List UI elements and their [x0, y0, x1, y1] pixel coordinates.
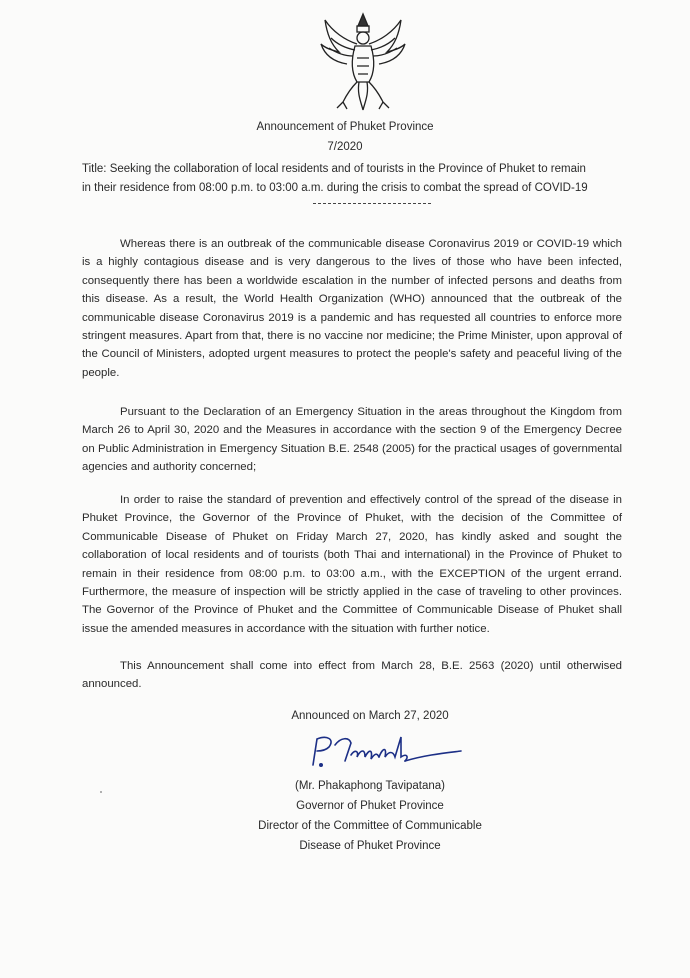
signatory-position-3: Disease of Phuket Province [299, 840, 441, 852]
signatory-name: (Mr. Phakaphong Tavipatana) [294, 780, 446, 792]
signatory-position-2: Director of the Committee of Communicable [258, 820, 482, 832]
announcement-title [82, 160, 642, 198]
announcement-number: 7/2020 [327, 141, 363, 153]
signature-icon [305, 727, 465, 773]
paragraph-in-order: In order to raise the standard of prevention and effectively control of the spread of the disease in Phuket Province, the Governor of the Province of Phuket, with the decision of the Committee of Communicable Disease of Phuket on Friday March 27, 2020, has kindly asked and sought the collaboration of local residents and of tourists (both Thai and international) in the Province of Phuket to remain in their residence from 08:00 p.m. to 03:00 a.m., with the EXCEPTION of the urgent errand. Furthermore, the measure of inspection will be strictly applied in the case of traveling to other provinces. The Governor of the Province of Phuket and the Committee of Communicable Disease of Phuket shall issue the amended measures in accordance with the situation with further notice. [82, 494, 622, 635]
announcement-heading: Announcement of Phuket Province [256, 121, 434, 133]
separator-rule [313, 203, 431, 204]
speck [100, 791, 102, 793]
paragraph-whereas: Whereas there is an outbreak of the communicable disease Coronavirus 2019 or COVID-19 which is a highly contagious disease and is very dangerous to the lives of those who have been infected, consequently there has been a worldwide escalation in the number of infected persons and deaths from this disease. As a result, the World Health Organization (WHO) announced that the outbreak of the communicable disease Coronavirus 2019 is a pandemic and has requested all countries to enforce more stringent measures. Apart from that, there is no vaccine nor medicine; the Prime Minister, upon approval of the Council of Ministers, adopted urgent measures to protect the people's safety and peaceful living of the people. [82, 238, 622, 379]
garuda-emblem-icon [317, 10, 409, 112]
announced-date: Announced on March 27, 2020 [291, 710, 449, 722]
title-line-1: Title: Seeking the collaboration of local residents and of tourists in the Province of Phuket to remain [82, 163, 586, 175]
paragraph-effective: This Announcement shall come into effect from March 28, B.E. 2563 (2020) until otherwised announced. [82, 660, 622, 691]
title-line-2: in their residence from 08:00 p.m. to 03:00 a.m. during the crisis to combat the spread of COVID-19 [82, 182, 588, 194]
paragraph-pursuant: Pursuant to the Declaration of an Emergency Situation in the areas throughout the Kingdom from March 26 to April 30, 2020 and the Measures in accordance with the section 9 of the Emergency Decree on Public Administration in Emergency Situation B.E. 2548 (2005) for the practical usages of governmental agencies and authority concerned; [82, 406, 622, 474]
signatory-position-1: Governor of Phuket Province [296, 800, 444, 812]
